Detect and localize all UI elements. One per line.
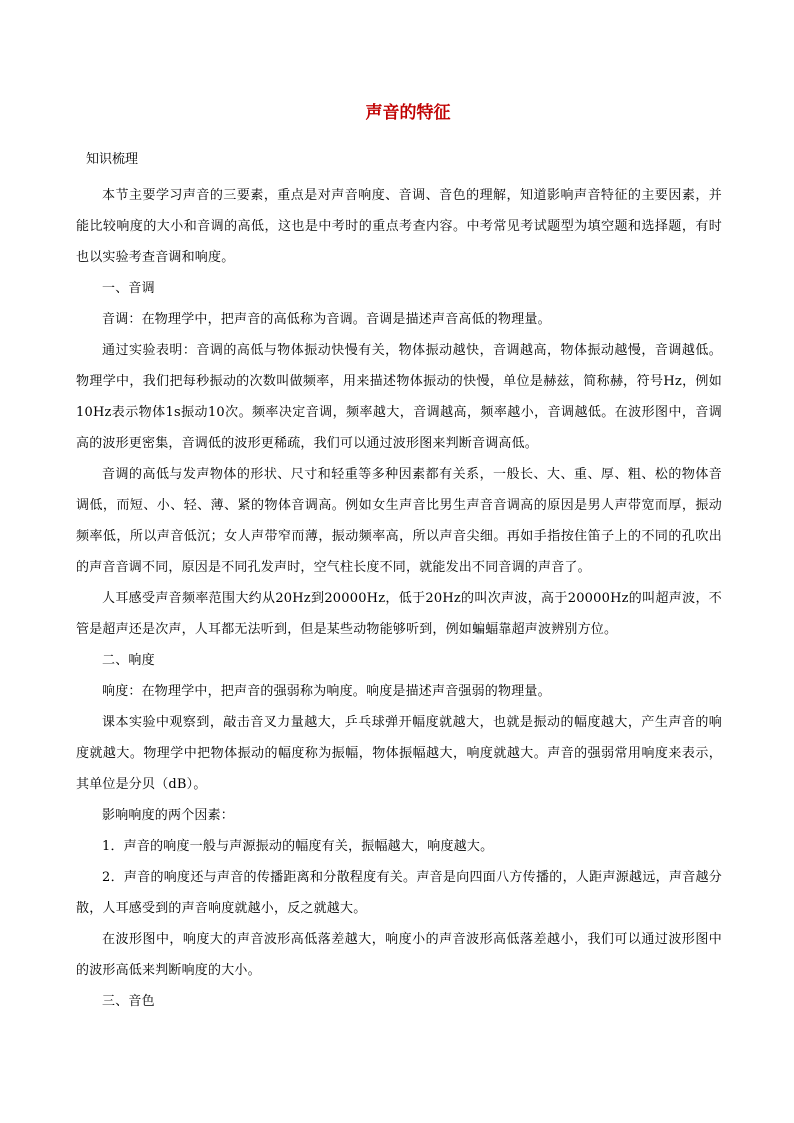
document-page [76, 100, 722, 1017]
document-title: 声音的特征 [365, 103, 451, 123]
paragraph-pitch-frequency: 通过实验表明：音调的高低与物体振动快慢有关，物体振动越快，音调越高，物体振动越慢，音调越低。物理学中，我们把每秒振动的次数叫做频率，用来描述物体振动的快慢，单位是赫兹，简称赫，符号Hz，例如10Hz表示物体1s振动10次。频率决定音调，频率越大，音调越高，频率越小，音调越低。在波形图中，音调高的波形更密集，音调低的波形更稀疏，我们可以通过波形图来判断音调高低。 [76, 343, 722, 451]
paragraph-loudness-definition: 响度：在物理学中，把声音的强弱称为响度。响度是描述声音强弱的物理量。 [102, 684, 551, 699]
paragraph-pitch-factors: 音调的高低与发声物体的形状、尺寸和轻重等多种因素都有关系，一般长、大、重、厚、粗、松的物体音调低，而短、小、轻、薄、紧的物体音调高。例如女生声音比男生声音音调高的原因是男人声带宽而厚，振动频率低，所以声音低沉；女人声带窄而薄，振动频率高，所以声音尖细。再如手指按住笛子上的不同的孔吹出的声音音调不同，原因是不同孔发声时，空气柱长度不同，就能发出不同音调的声音了。 [76, 467, 722, 575]
paragraph-loudness-waveform: 在波形图中，响度大的声音波形高低落差越大，响度小的声音波形高低落差越小，我们可以通过波形图中的波形高低来判断响度的大小。 [76, 932, 722, 978]
paragraph-loudness-factor-1: 1．声音的响度一般与声源振动的幅度有关，振幅越大，响度越大。 [102, 839, 494, 854]
heading-timbre: 三、音色 [102, 994, 155, 1009]
paragraph-hearing-range: 人耳感受声音频率范围大约从20Hz到20000Hz，低于20Hz的叫次声波，高于20000Hz的叫超声波，不管是超声还是次声，人耳都无法听到，但是某些动物能够听到，例如蝙蝠靠超声波辨别方位。 [76, 591, 722, 637]
paragraph-loudness-factor-2: 2．声音的响度还与声音的传播距离和分散程度有关。声音是向四面八方传播的，人距声源越远，声音越分散，人耳感受到的声音响度就越小，反之就越大。 [76, 870, 722, 916]
heading-pitch: 一、音调 [102, 281, 155, 296]
paragraph-intro: 本节主要学习声音的三要素，重点是对声音响度、音调、音色的理解，知道影响声音特征的主要因素，并能比较响度的大小和音调的高低，这也是中考时的重点考查内容。中考常见考试题型为填空题和选择题，有时也以实验考查音调和响度。 [76, 188, 722, 265]
heading-loudness: 二、响度 [102, 653, 155, 668]
paragraph-loudness-experiment: 课本实验中观察到，敲击音叉力量越大，乒乓球弹开幅度就越大，也就是振动的幅度越大，产生声音的响度就越大。物理学中把物体振动的幅度称为振幅，物体振幅越大，响度就越大。声音的强弱常用响度来表示，其单位是分贝（dB）。 [76, 715, 722, 792]
paragraph-loudness-factors-intro: 影响响度的两个因素： [102, 808, 235, 823]
section-label: 知识梳理 [86, 152, 139, 167]
paragraph-pitch-definition: 音调：在物理学中，把声音的高低称为音调。音调是描述声音高低的物理量。 [102, 312, 551, 327]
